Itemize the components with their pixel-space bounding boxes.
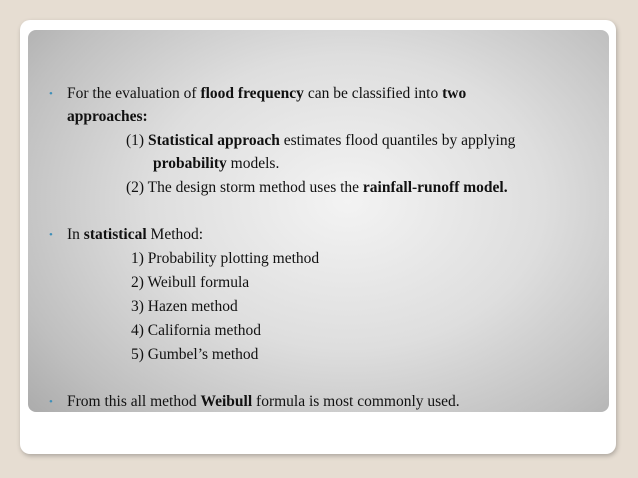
bold-run: approaches: — [67, 108, 148, 125]
method-item-2: 2) Weibull formula — [131, 274, 250, 291]
text-run: models. — [226, 155, 280, 172]
method-item-5: 5) Gumbel’s method — [131, 346, 259, 363]
text-run: can be classified into — [303, 85, 443, 102]
text-run: From this all method — [67, 393, 201, 410]
text-run: (2) The design storm method uses the — [126, 179, 363, 196]
bold-run: Weibull — [200, 393, 253, 410]
method-item-3: 3) Hazen method — [131, 298, 238, 315]
text-run: For the evaluation of — [67, 85, 201, 102]
bold-run: rainfall-runoff model. — [362, 179, 508, 196]
bullet-1-line-1 — [67, 84, 466, 104]
sub-item-statistical-approach — [126, 131, 515, 151]
text-run: Method: — [146, 226, 204, 243]
bullet-marker-3: • — [49, 396, 53, 408]
text-run: estimates flood quantiles by applying — [279, 132, 516, 149]
text-run: formula is most commonly used. — [252, 393, 460, 410]
sub-item-statistical-approach-cont — [153, 154, 279, 174]
bullet-1-line-2 — [67, 107, 148, 127]
bullet-3-line-1 — [67, 392, 460, 412]
bold-run: Statistical approach — [147, 132, 280, 149]
bold-run: probability — [153, 155, 227, 172]
bold-run: flood frequency — [200, 85, 304, 102]
method-item-4: 4) California method — [131, 322, 261, 339]
bullet-2-line-1 — [67, 225, 203, 245]
sub-item-design-storm — [126, 178, 508, 198]
bullet-marker-1: • — [49, 88, 53, 100]
bullet-marker-2: • — [49, 229, 53, 241]
method-item-1: 1) Probability plotting method — [131, 250, 320, 267]
text-run: (1) — [126, 132, 148, 149]
bold-run: statistical — [83, 226, 147, 243]
bold-run: two — [442, 85, 467, 102]
text-run: In — [67, 226, 84, 243]
